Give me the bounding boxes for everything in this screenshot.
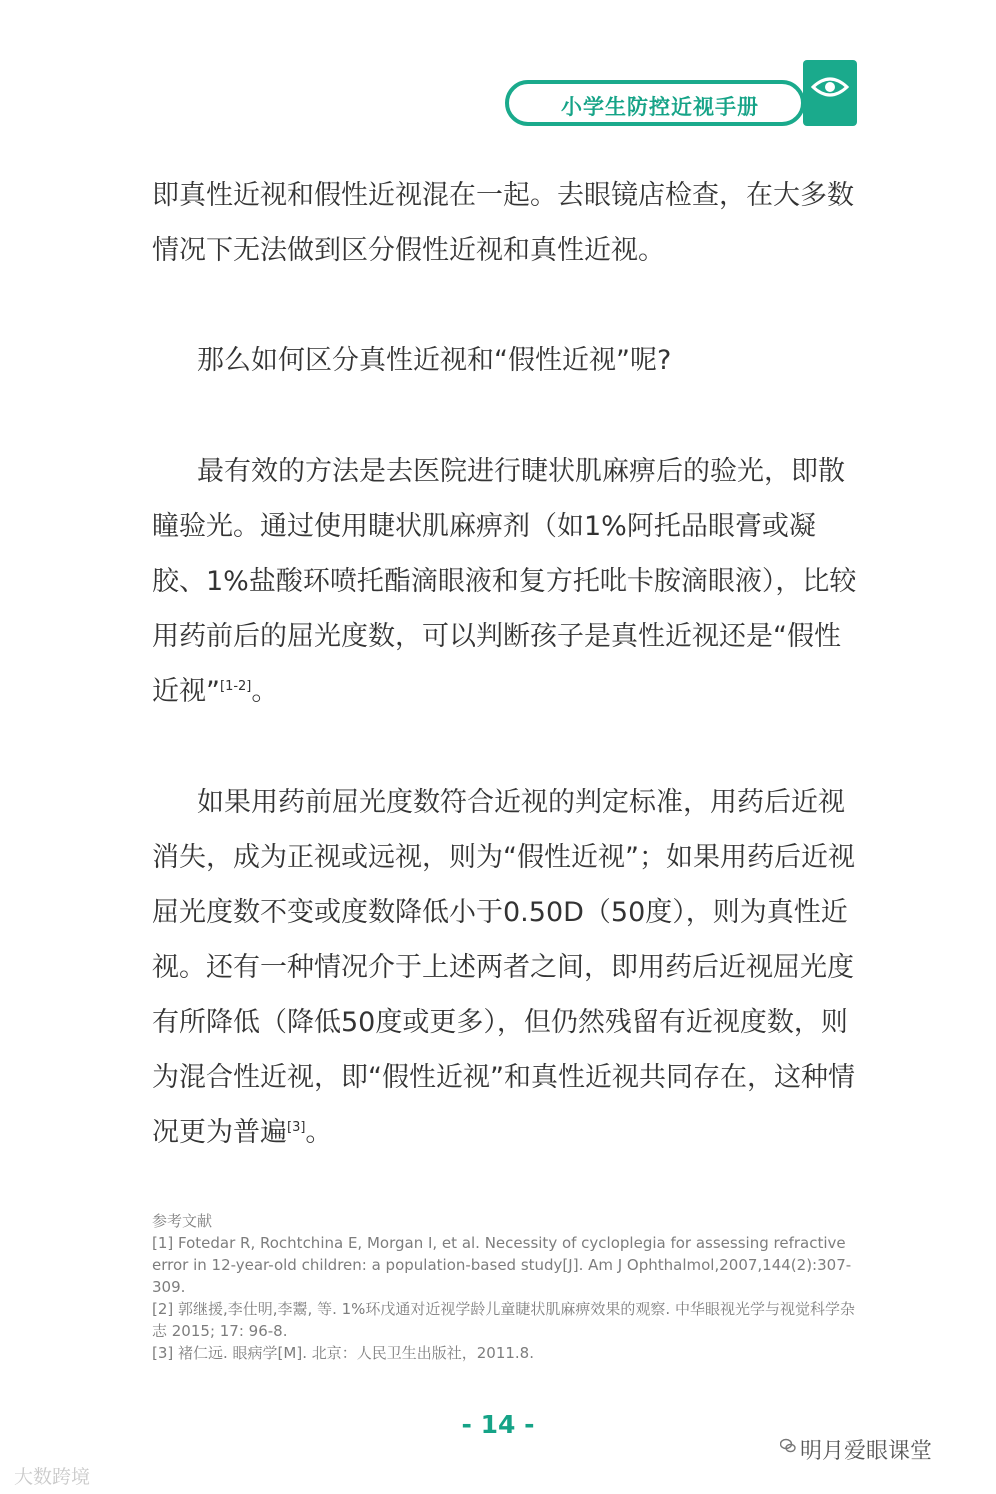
page-header: [505, 60, 860, 132]
paragraph-1-text: 即真性近视和假性近视混在一起。去眼镜店检查，在大多数情况下无法做到区分假性近视和真性近视。: [152, 180, 854, 266]
eye-icon: [811, 75, 849, 99]
account-watermark: [800, 1434, 932, 1465]
account-name: 明月爱眼课堂: [800, 1439, 933, 1464]
citation-3: [3]: [287, 1120, 306, 1135]
reference-item: [2] 郭继援,李仕明,李鬻, 等. 1%环戊通对近视学龄儿童睫状肌麻痹效果的观察. 中华眼视光学与视觉科学杂志 2015; 17: 96-8.: [152, 1300, 855, 1340]
paragraph-3-end: 。: [305, 1117, 333, 1148]
references-heading: 参考文献: [152, 1212, 213, 1230]
references-section: [152, 1210, 858, 1364]
paragraph-3-text: [152, 775, 858, 1160]
paragraph-2-end: 。: [251, 676, 279, 707]
wechat-icon: [780, 1438, 796, 1454]
reference-item: [1] Fotedar R, Rochtchina E, Morgan I, et al. Necessity of cycloplegia for assessing refractive error in 12-year-old children: a population-based study[J]. Am J Ophthalmol,2007,144(2):307-309.: [152, 1234, 852, 1296]
paragraph-2-body: 最有效的方法是去医院进行睫状肌麻痹后的验光，即散瞳验光。通过使用睫状肌麻痹剂（如1%阿托品眼膏或凝胶、1%盐酸环喷托酯滴眼液和复方托吡卡胺滴眼液），比较用药前后的屈光度数，可以判断孩子是真性近视还是“假性近视”: [152, 456, 857, 707]
page-number: - 14 -: [461, 1410, 535, 1439]
paragraph-2-text: [152, 444, 858, 719]
header-pill: [505, 80, 805, 126]
header-title: 小学生防控近视手册: [561, 95, 759, 119]
reference-item: [3] 褚仁远. 眼病学[M]. 北京：人民卫生出版社，2011.8.: [152, 1344, 534, 1362]
paragraph-3: [152, 775, 858, 1160]
citation-1-2: [1-2]: [220, 679, 252, 694]
header-book-box: [803, 60, 857, 126]
paragraph-3-body: 如果用药前屈光度数符合近视的判定标准，用药后近视消失，成为正视或远视，则为“假性近视”；如果用药后近视屈光度数不变或度数降低小于0.50D（50度），则为真性近视。还有一种情况介于上述两者之间，即用药后近视屈光度有所降低（降低50度或更多），但仍然残留有近视度数，则为混合性近视，即“假性近视”和真性近视共同存在，这种情况更为普遍: [152, 787, 855, 1148]
paragraph-1: [152, 168, 858, 278]
question-text: 那么如何区分真性近视和“假性近视”呢?: [197, 345, 672, 376]
source-watermark: 大数跨境: [14, 1466, 91, 1488]
question-paragraph: [152, 333, 858, 388]
paragraph-2: [152, 444, 858, 719]
